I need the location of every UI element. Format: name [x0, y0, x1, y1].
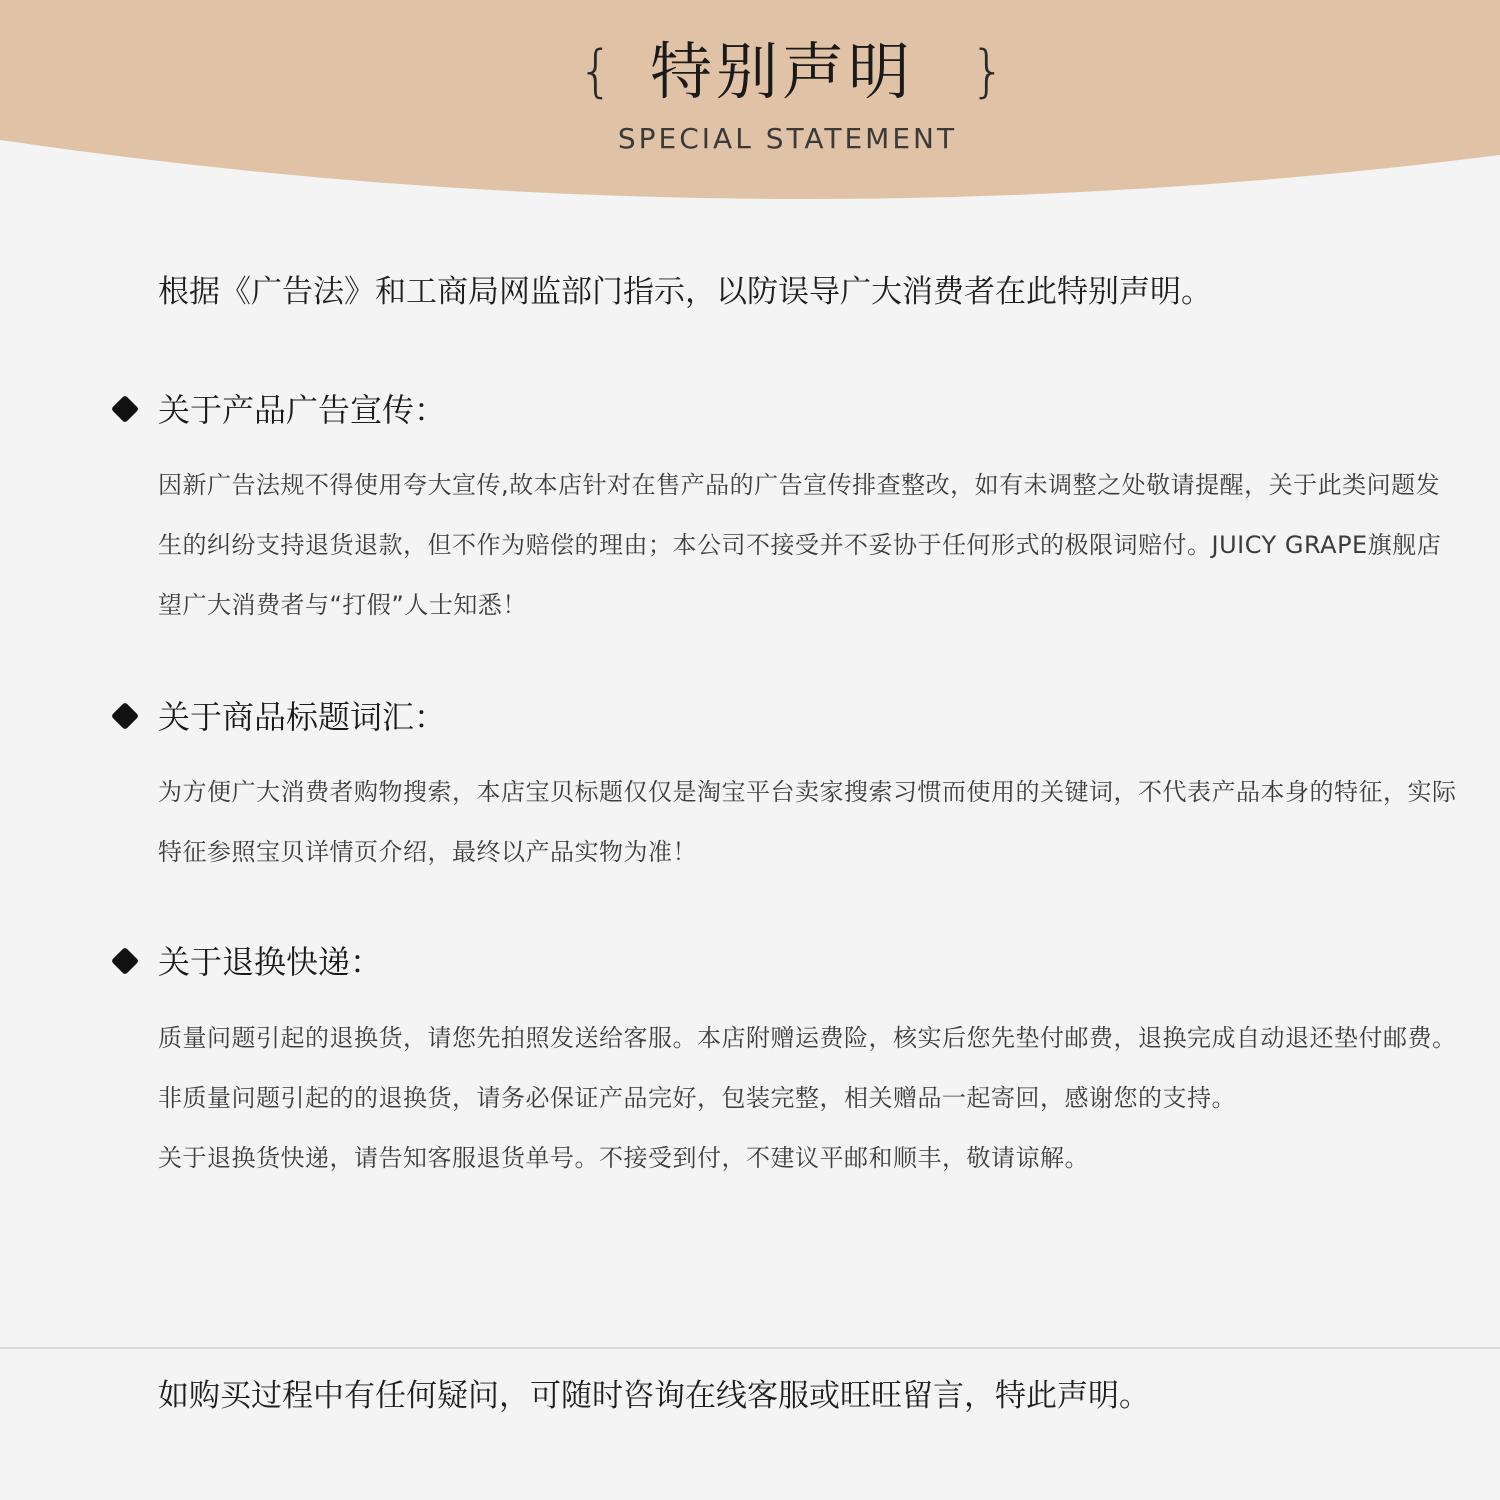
- section-paragraph: 因新广告法规不得使用夸大宣传,故本店针对在售产品的广告宣传排查整改，如有未调整之处敬请提醒，关于此类问题发生的纠纷支持退货退款，但不作为赔偿的理由；本公司不接受并不妥协于任何形式的极限词赔付。JUICY GRAPE旗舰店望广大消费者与“打假”人士知悉！: [158, 471, 1442, 619]
- diamond-bullet-icon: [111, 702, 139, 730]
- footer-divider: [0, 1347, 1500, 1349]
- left-brace-icon: {: [578, 39, 614, 104]
- diamond-bullet-icon: [111, 395, 139, 423]
- section-body: [158, 455, 1458, 635]
- page-title: 特别声明: [650, 35, 915, 108]
- footer-statement: 如购买过程中有任何疑问，可随时咨询在线客服或旺旺留言，特此声明。: [158, 1378, 1150, 1414]
- section-body: [158, 1008, 1458, 1188]
- intro-statement: 根据《广告法》和工商局网监部门指示，以防误导广大消费者在此特别声明。: [158, 274, 1212, 310]
- section-body: [158, 762, 1458, 882]
- section-title: 关于商品标题词汇：: [158, 698, 447, 736]
- section-paragraph: 质量问题引起的退换货，请您先拍照发送给客服。本店附赠运费险，核实后您先垫付邮费，退换完成自动退还垫付邮费。: [158, 1024, 1457, 1052]
- right-brace-icon: }: [970, 39, 1006, 104]
- page-subtitle: SPECIAL STATEMENT: [617, 122, 958, 155]
- diamond-bullet-icon: [111, 947, 139, 975]
- section-title: 关于退换快递：: [158, 943, 383, 981]
- section-paragraph: 非质量问题引起的的退换货，请务必保证产品完好，包装完整，相关赠品一起寄回，感谢您的支持。: [158, 1084, 1236, 1112]
- title-row: [0, 28, 1500, 118]
- section-title: 关于产品广告宣传：: [158, 391, 447, 429]
- section-paragraph: 为方便广大消费者购物搜索，本店宝贝标题仅仅是淘宝平台卖家搜索习惯而使用的关键词，不代表产品本身的特征，实际特征参照宝贝详情页介绍，最终以产品实物为准！: [158, 778, 1457, 866]
- section-paragraph: 关于退换货快递，请告知客服退货单号。不接受到付，不建议平邮和顺丰，敬请谅解。: [158, 1144, 1089, 1172]
